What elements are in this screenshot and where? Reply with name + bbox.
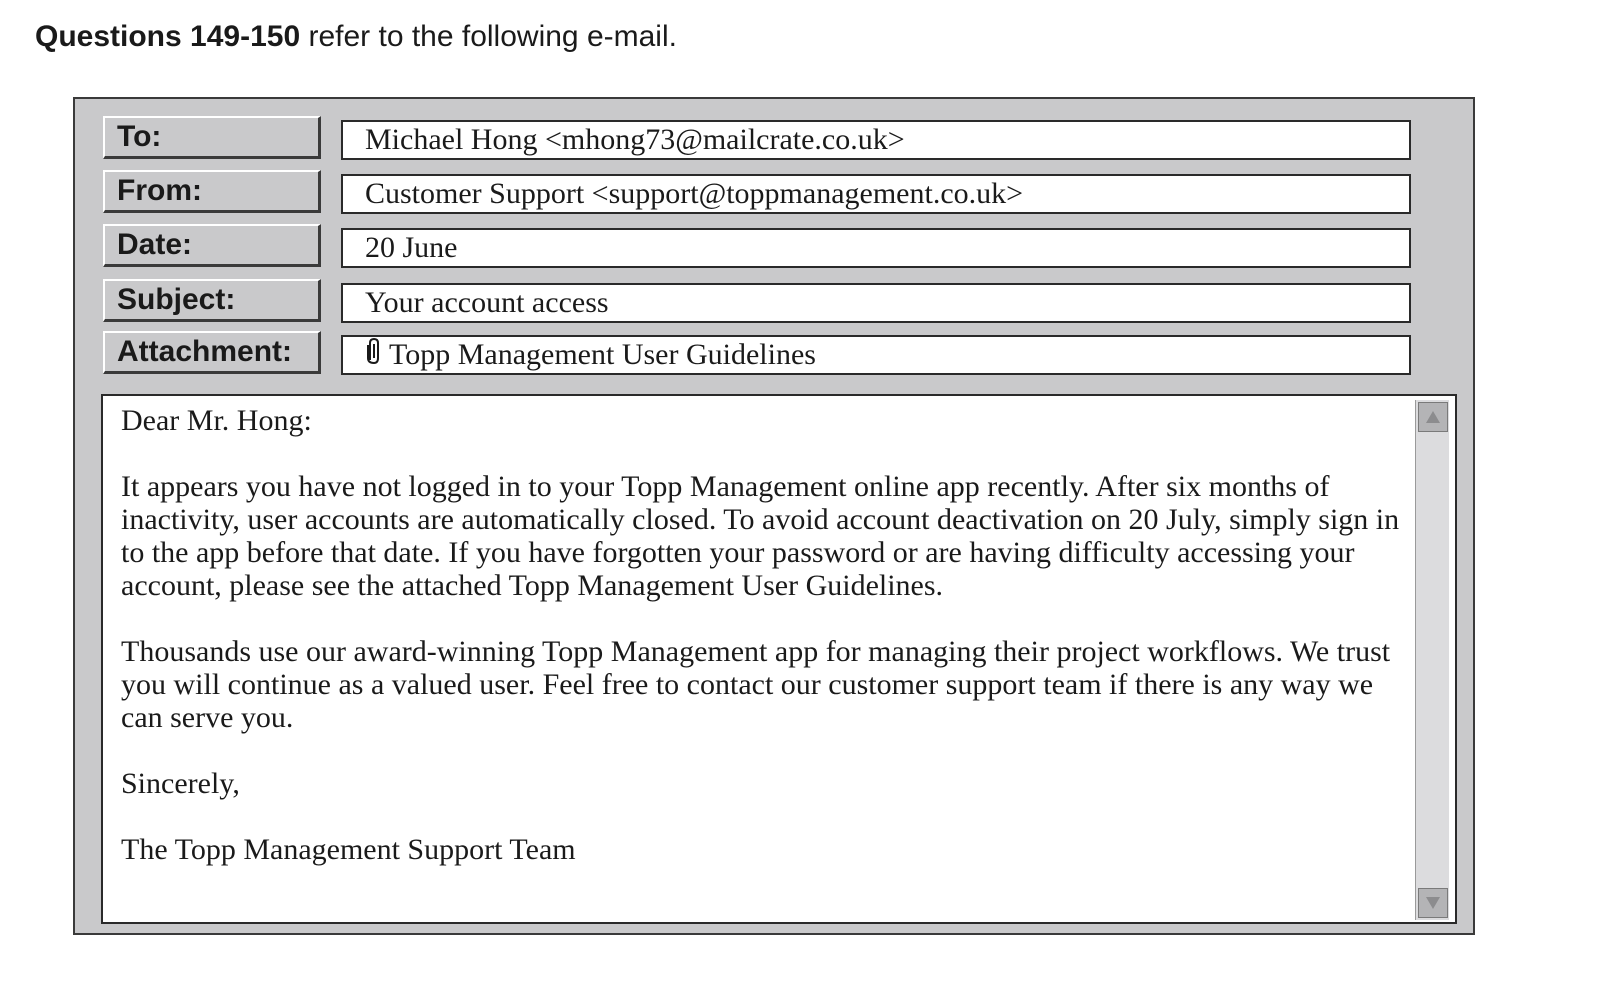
date-label: Date: [103, 224, 321, 267]
subject-label: Subject: [103, 279, 321, 322]
arrow-down-icon [1425, 896, 1441, 910]
subject-field[interactable]: Your account access [341, 283, 1411, 323]
vertical-scrollbar[interactable] [1415, 400, 1449, 920]
date-row [103, 224, 1413, 267]
subject-row [103, 279, 1413, 322]
closing: Sincerely, [121, 767, 240, 800]
from-label: From: [103, 170, 321, 213]
to-row [103, 116, 1413, 159]
question-number: Questions 149-150 [35, 20, 301, 53]
body-paragraph-1: It appears you have not logged in to your Topp Management online app recently. After six months of inactivity, user accounts are automatically closed. To avoid account deactivation on 20 July, simply sign in to the app before that date. If you have forgotten your password or are having difficulty accessing your account, please see the attached Topp Management User Guidelines. [121, 470, 1400, 602]
instruction-text: refer to the following e-mail. [300, 20, 677, 53]
date-field[interactable]: 20 June [341, 228, 1411, 268]
attachment-label: Attachment: [103, 331, 321, 374]
scroll-up-button[interactable] [1418, 402, 1448, 432]
email-window [73, 97, 1475, 935]
email-body-pane [101, 394, 1457, 924]
greeting: Dear Mr. Hong: [121, 404, 312, 437]
question-instruction [35, 20, 677, 54]
paperclip-icon [365, 336, 383, 375]
scroll-down-button[interactable] [1418, 888, 1448, 918]
from-row [103, 170, 1413, 213]
attachment-field[interactable] [341, 335, 1411, 375]
signature: The Topp Management Support Team [121, 833, 576, 866]
arrow-up-icon [1425, 410, 1441, 424]
email-body [121, 404, 1411, 899]
attachment-name: Topp Management User Guidelines [389, 338, 816, 371]
to-field[interactable]: Michael Hong <mhong73@mailcrate.co.uk> [341, 120, 1411, 160]
to-label: To: [103, 116, 321, 159]
body-paragraph-2: Thousands use our award-winning Topp Management app for managing their project workflows. We trust you will continue as a valued user. Feel free to contact our customer support team if there is any way we can serve you. [121, 635, 1391, 734]
from-field[interactable]: Customer Support <support@toppmanagement.co.uk> [341, 174, 1411, 214]
attachment-row [103, 331, 1413, 374]
